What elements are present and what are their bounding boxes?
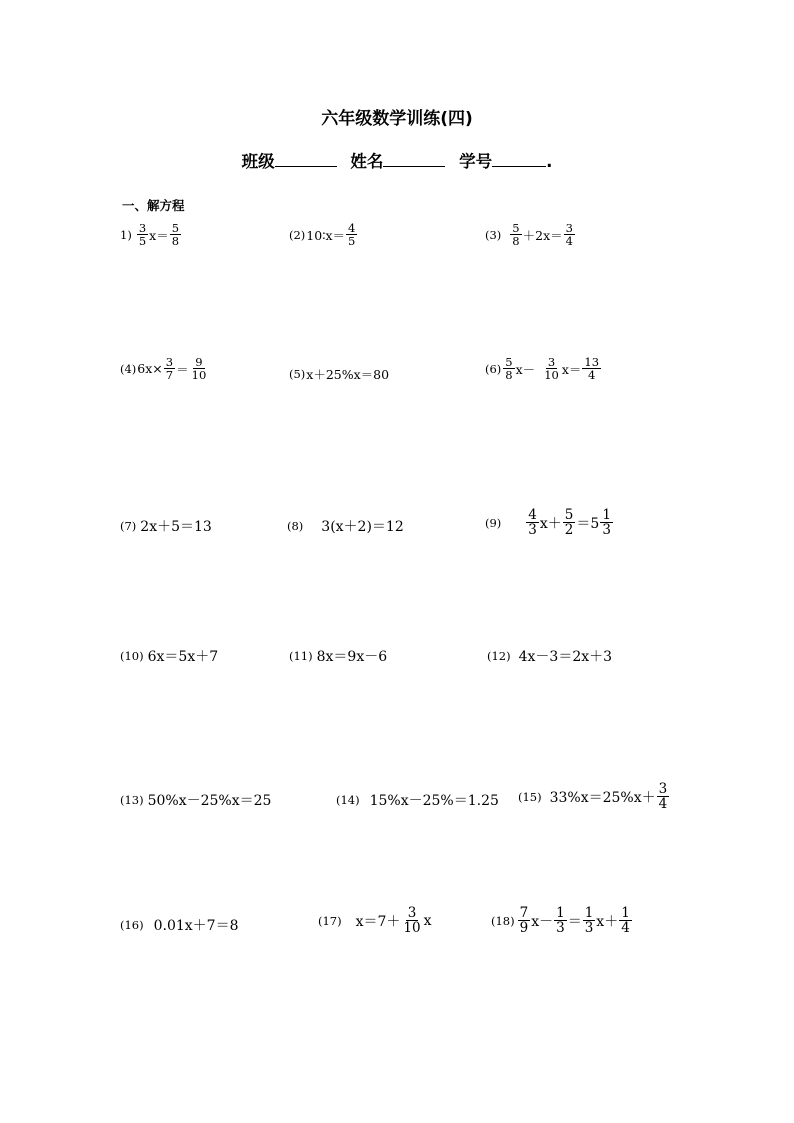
section-heading: 一、解方程 bbox=[122, 198, 185, 213]
problem-16 bbox=[120, 915, 239, 935]
fraction: $\frac{4}{5}$ bbox=[348, 221, 356, 249]
fraction: $\frac{3}{4}$ bbox=[658, 781, 668, 813]
fraction: $\frac{3}{7}$ bbox=[165, 355, 174, 383]
equation-text: 6x＝5x＋7 bbox=[147, 649, 219, 665]
problem-number: (11) bbox=[289, 649, 313, 663]
name-label: 姓名 bbox=[350, 152, 384, 171]
equation-text: x＋25%x＝80 bbox=[306, 367, 390, 382]
page-title: 六年级数学训练(四) bbox=[321, 109, 473, 129]
equation-text: 33%x＝25%x＋ bbox=[549, 789, 656, 806]
id-blank[interactable] bbox=[492, 150, 546, 167]
problem-number: (13) bbox=[120, 793, 144, 807]
equation-text: 8x＝9x－6 bbox=[316, 649, 388, 665]
problem-1 bbox=[120, 222, 182, 247]
class-blank[interactable] bbox=[275, 150, 337, 167]
problem-number: (8) bbox=[287, 519, 304, 533]
problem-number: (6) bbox=[485, 361, 502, 376]
fraction: $\frac{3}{4}$ bbox=[565, 221, 573, 249]
equation-text: 10∶x＝ bbox=[306, 227, 346, 243]
equation-text: x＋ bbox=[596, 913, 619, 930]
fraction: $\frac{13}{4}$ bbox=[584, 355, 600, 383]
equation-text: x－ bbox=[531, 913, 554, 930]
fraction: $\frac{9}{10}$ bbox=[191, 355, 207, 383]
name-blank[interactable] bbox=[383, 150, 445, 167]
equation-text: ＝ bbox=[567, 913, 582, 930]
equation-text: 15%x－25%＝1.25 bbox=[369, 793, 499, 809]
problem-9 bbox=[485, 508, 614, 537]
equation-text: ＝ bbox=[176, 361, 189, 377]
equation-text: 3(x＋2)＝12 bbox=[321, 519, 404, 535]
student-info bbox=[0, 148, 794, 172]
problem-15 bbox=[518, 782, 670, 811]
fraction: $\frac{5}{8}$ bbox=[512, 221, 520, 249]
fraction: $\frac{5}{2}$ bbox=[564, 507, 574, 539]
problem-number: (3) bbox=[485, 227, 502, 242]
problem-number: (9) bbox=[485, 515, 502, 530]
equation-text: ＋2x＝ bbox=[522, 227, 563, 243]
problem-number: (16) bbox=[120, 918, 144, 932]
equation-text: x－ bbox=[515, 361, 536, 377]
fraction: $\frac{1}{3}$ bbox=[584, 905, 594, 937]
problem-10 bbox=[120, 646, 218, 666]
equation-text: x＋ bbox=[539, 515, 562, 532]
problem-number: (18) bbox=[491, 913, 515, 928]
fraction: $\frac{3}{10}$ bbox=[403, 905, 421, 937]
fraction: $\frac{4}{3}$ bbox=[528, 507, 537, 539]
problem-4 bbox=[120, 356, 209, 381]
problem-3 bbox=[485, 222, 576, 247]
class-label: 班级 bbox=[241, 152, 275, 171]
fraction: $\frac{3}{10}$ bbox=[544, 355, 559, 383]
problem-number: (10) bbox=[120, 649, 144, 663]
problem-18 bbox=[491, 906, 633, 935]
equation-text: 6x× bbox=[137, 361, 163, 377]
equation-text: 2x＋5＝13 bbox=[140, 519, 212, 535]
problem-2 bbox=[289, 222, 358, 247]
equation-text: x bbox=[423, 912, 432, 929]
fraction: $\frac{1}{4}$ bbox=[621, 905, 630, 937]
fraction: $\frac{5}{8}$ bbox=[171, 221, 180, 249]
problem-5 bbox=[289, 365, 389, 383]
problem-12 bbox=[487, 646, 612, 666]
problem-number: (5) bbox=[289, 367, 306, 381]
problem-number: (4) bbox=[120, 361, 137, 376]
problem-6 bbox=[485, 356, 602, 381]
equation-text: x＝ bbox=[561, 361, 582, 377]
equation-text: x＝7＋ bbox=[355, 913, 401, 930]
equation-text: x＝ bbox=[149, 227, 169, 243]
problem-number: 1) bbox=[120, 227, 132, 242]
problem-number: (7) bbox=[120, 519, 137, 533]
trailing-dot: . bbox=[546, 152, 553, 171]
problem-number: (2) bbox=[289, 227, 306, 242]
equation-text: 50%x－25%x＝25 bbox=[147, 793, 272, 809]
fraction: $\frac{5}{8}$ bbox=[505, 355, 513, 383]
fraction: $\frac{1}{3}$ bbox=[556, 905, 565, 937]
problem-14 bbox=[336, 790, 499, 810]
id-label: 学号 bbox=[459, 152, 493, 171]
problem-7 bbox=[120, 516, 212, 536]
problem-number: (15) bbox=[518, 789, 542, 804]
problem-13 bbox=[120, 790, 271, 810]
problem-number: (17) bbox=[318, 913, 342, 928]
problem-8 bbox=[287, 516, 404, 536]
fraction: $\frac{1}{3}$ bbox=[602, 507, 611, 539]
problem-11 bbox=[289, 646, 387, 666]
problem-17 bbox=[318, 906, 432, 935]
equation-text: 4x－3＝2x＋3 bbox=[518, 649, 613, 665]
problem-number: (14) bbox=[336, 793, 360, 807]
problem-number: (12) bbox=[487, 649, 511, 663]
equation-text: ＝5 bbox=[576, 515, 600, 532]
fraction: $\frac{7}{9}$ bbox=[519, 905, 529, 937]
fraction: $\frac{3}{5}$ bbox=[138, 221, 147, 249]
equation-text: 0.01x＋7＝8 bbox=[153, 918, 239, 934]
